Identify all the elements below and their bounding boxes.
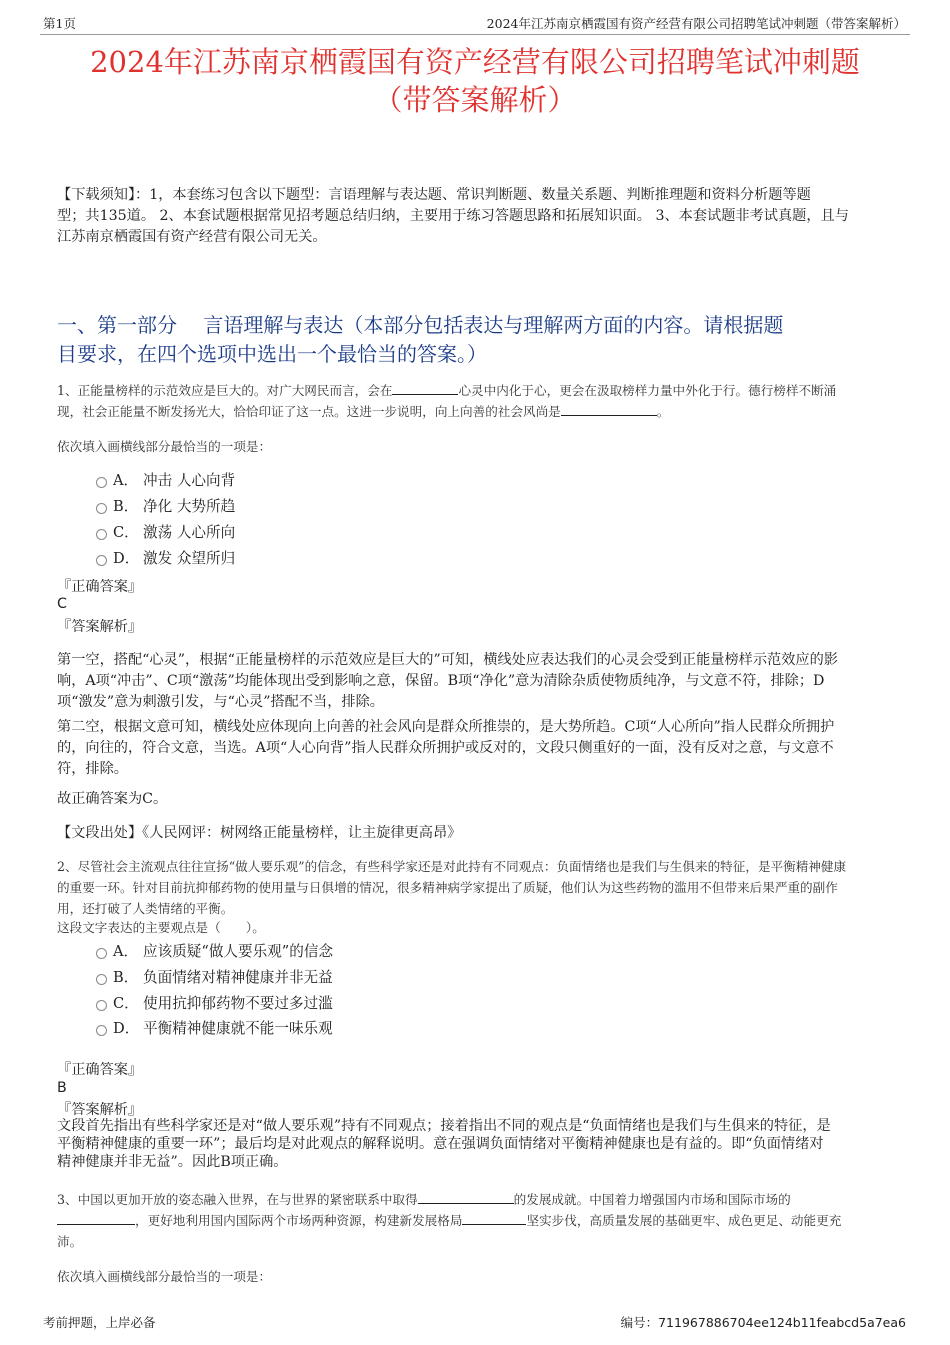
q1-option-c[interactable]: C． 激荡 人心所向 <box>96 523 235 543</box>
q2-option-d[interactable]: D． 平衡精神健康就不能一味乐观 <box>96 1019 333 1039</box>
question-1-stem: 1、正能量榜样的示范效应是巨大的。对广大网民而言，会在 心灵中内化于心，更会在汲取榜样力量中外化于行。德行榜样不断涌 现，社会正能量不断发扬光大，恰恰印证了这一点。这进一步说明，向上向善的社会风尚是 。 <box>57 383 837 419</box>
radio-icon[interactable] <box>96 503 107 514</box>
question-3-stem: 3、中国以更加开放的姿态融入世界，在与世界的紧密联系中取得 的发展成就。中国着力增强国内市场和国际市场的 ，更好地利用国内国际两个市场两种资源，构建新发展格局 坚实步伐，高质量发展的基础更牢、成色更足、动能更充 沛。 <box>57 1192 842 1249</box>
question-3-prompt: 依次填入画横线部分最恰当的一项是： <box>57 1269 272 1284</box>
running-title: 2024年江苏南京栖霞国有资产经营有限公司招聘笔试冲刺题（带答案解析） <box>486 16 906 31</box>
blank-line <box>57 1211 135 1225</box>
radio-icon[interactable] <box>96 948 107 959</box>
radio-icon[interactable] <box>96 1000 107 1011</box>
question-2-stem: 2、尽管社会主流观点往往宣扬“做人要乐观”的信念，有些科学家还是对此持有不同观点：负面情绪也是我们与生俱来的特征，是平衡精神健康 的重要一环。针对目前抗抑郁药物的使用量与日俱增的情况，很多精神病学家提出了质疑，他们认为这些药物的滥用不但带来后果严重的副作 用，还打破了人类情绪的平衡。 这段文字表达的主要观点是（ ）。 <box>57 859 847 935</box>
radio-icon[interactable] <box>96 974 107 985</box>
radio-icon[interactable] <box>96 1025 107 1036</box>
q1-analysis-para2: 第二空，根据文意可知，横线处应体现向上向善的社会风向是群众所推崇的，是大势所趋。C项“人心所向”指人民群众所拥护 的，向往的，符合文意，当选。A项“人心向背”指人民群众所拥护或反对的，文段只侧重好的一面，没有反对之意，与文意不 符，排除。 <box>57 719 835 777</box>
footer-slogan: 考前押题，上岸必备 <box>43 1315 156 1330</box>
q2-analysis: 文段首先指出有些科学家还是对“做人要乐观”持有不同观点；接着指出不同的观点是“负面情绪也是我们与生俱来的特征，是 平衡精神健康的重要一环”；最后均是对此观点的解释说明。意在强调负面情绪对平衡精神健康也是有益的。即“负面情绪对 精神健康并非无益”。因此B项正确。 <box>57 1118 831 1170</box>
blank-line <box>561 402 657 416</box>
q1-analysis-label: 『答案解析』 <box>57 619 143 635</box>
download-notice: 【下载须知】：1，本套练习包含以下题型：言语理解与表达题、常识判断题、数量关系题、判断推理题和资料分析题等题 型；共135道。 2、本套试题根据常见招考题总结归纳，主要用于练习答题思路和拓展知识面。 3、本套试题非考试真题，且与 江苏南京栖霞国有资产经营有限公司无关。 <box>57 187 849 245</box>
q1-option-d[interactable]: D． 激发 众望所归 <box>96 549 235 569</box>
blank-line <box>418 1190 514 1204</box>
q2-option-b[interactable]: B． 负面情绪对精神健康并非无益 <box>96 968 333 988</box>
document-title: 2024年江苏南京栖霞国有资产经营有限公司招聘笔试冲刺题 <box>90 45 860 79</box>
page-number: 第1页 <box>43 16 76 31</box>
q2-answer: B <box>57 1080 67 1096</box>
question-1-prompt: 依次填入画横线部分最恰当的一项是： <box>57 439 272 454</box>
q1-conclusion: 故正确答案为C。 <box>57 791 168 807</box>
q2-analysis-label: 『答案解析』 <box>57 1102 143 1118</box>
q1-option-b[interactable]: B． 净化 大势所趋 <box>96 497 235 517</box>
document-subtitle: （带答案解析） <box>373 83 577 117</box>
q2-option-c[interactable]: C． 使用抗抑郁药物不要过多过滥 <box>96 994 333 1014</box>
blank-line <box>462 1211 526 1225</box>
q1-answer-label: 『正确答案』 <box>57 579 143 595</box>
q2-answer-label: 『正确答案』 <box>57 1062 143 1078</box>
q1-analysis-para1: 第一空，搭配“心灵”，根据“正能量榜样的示范效应是巨大的”可知，横线处应表达我们的心灵会受到正能量榜样示范效应的影 响，A项“冲击”、C项“激荡”均能体现出受到影响之意，保留。B项“净化”意为清除杂质使物质纯净，与文意不符，排除；D 项“激发”意为刺激引发，与“心灵”搭配不当，排除。 <box>57 652 838 710</box>
blank-line <box>392 381 458 395</box>
radio-icon[interactable] <box>96 529 107 540</box>
radio-icon[interactable] <box>96 555 107 566</box>
q1-source: 【文段出处】《人民网评：树网络正能量榜样，让主旋律更高昂》 <box>57 825 462 841</box>
q2-option-a[interactable]: A． 应该质疑“做人要乐观”的信念 <box>96 942 333 962</box>
header-divider <box>40 34 910 35</box>
document-code: 编号：711967886704ee124b11feabcd5a7ea6 <box>620 1315 906 1330</box>
q1-option-a[interactable]: A． 冲击 人心向背 <box>96 471 235 491</box>
radio-icon[interactable] <box>96 477 107 488</box>
q1-answer: C <box>57 596 67 612</box>
section-heading: 一、第一部分 言语理解与表达（本部分包括表达与理解两方面的内容。请根据题 目要求，在四个选项中选出一个最恰当的答案。） <box>57 313 784 366</box>
